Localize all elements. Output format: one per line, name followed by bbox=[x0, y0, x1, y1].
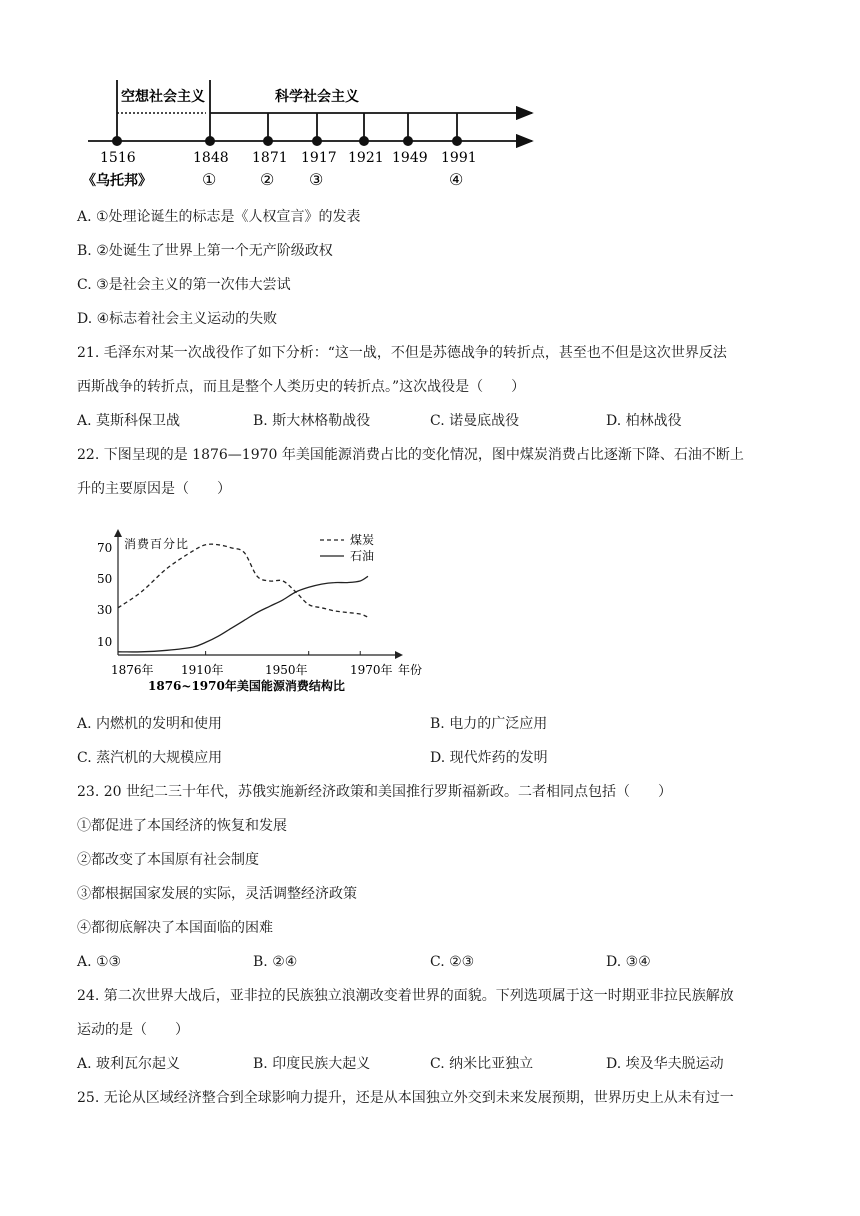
q22-option-b: B. 电力的广泛应用 bbox=[430, 716, 548, 732]
chart-xtick-1876: 1876年 bbox=[111, 663, 154, 677]
chart-title: 1876~1970年美国能源消费结构比 bbox=[148, 679, 345, 693]
year-1921: 1921 bbox=[348, 150, 384, 166]
chart-ytick-50: 50 bbox=[97, 572, 113, 586]
q20-option-c: C. ③是社会主义的第一次伟大尝试 bbox=[77, 277, 291, 293]
q23-stem: 23. 20 世纪二三十年代，苏俄实施新经济政策和美国推行罗斯福新政。二者相同点包括（ ） bbox=[77, 784, 672, 800]
series-line-oil bbox=[118, 576, 368, 652]
q20-option-a: A. ①处理论诞生的标志是《人权宣言》的发表 bbox=[77, 209, 361, 225]
q24-option-a: A. 玻利瓦尔起义 bbox=[77, 1056, 181, 1072]
q22-stem-line1: 22. 下图呈现的是 1876—1970 年美国能源消费占比的变化情况，图中煤炭消费占比逐渐下降、石油不断上 bbox=[77, 447, 744, 463]
energy-consumption-chart bbox=[0, 515, 860, 715]
label-utopian-socialism: 空想社会主义 bbox=[121, 89, 205, 105]
year-1949: 1949 bbox=[392, 150, 428, 166]
label-scientific-socialism: 科学社会主义 bbox=[275, 89, 359, 105]
chart-ytick-30: 30 bbox=[97, 603, 113, 617]
year-1516: 1516 bbox=[100, 150, 136, 166]
timeline-dot-1917 bbox=[312, 136, 322, 146]
q24-option-b: B. 印度民族大起义 bbox=[253, 1056, 371, 1072]
q22-stem-line2: 升的主要原因是（ ） bbox=[77, 481, 231, 497]
series-line-coal bbox=[118, 544, 368, 617]
chart-xlabel: 年份 bbox=[398, 663, 423, 677]
q23-statement-1: ①都促进了本国经济的恢复和发展 bbox=[77, 818, 287, 834]
socialism-timeline bbox=[0, 0, 860, 200]
q22-option-c: C. 蒸汽机的大规模应用 bbox=[77, 750, 223, 766]
timeline-dot-1949 bbox=[403, 136, 413, 146]
q23-option-a: A. ①③ bbox=[77, 954, 122, 970]
marker-2: ② bbox=[260, 170, 275, 189]
q23-option-d: D. ③④ bbox=[606, 954, 651, 970]
q24-option-d: D. 埃及华夫脱运动 bbox=[606, 1056, 724, 1072]
q23-option-b: B. ②④ bbox=[253, 954, 298, 970]
q21-option-a: A. 莫斯科保卫战 bbox=[77, 413, 181, 429]
q21-stem-line2: 西斯战争的转折点，而且是整个人类历史的转折点。”这次战役是（ ） bbox=[77, 379, 526, 395]
chart-xtick-1910: 1910年 bbox=[181, 663, 224, 677]
caption-utopia: 《乌托邦》 bbox=[82, 173, 152, 189]
marker-4: ④ bbox=[449, 170, 464, 189]
q21-option-c: C. 诺曼底战役 bbox=[430, 413, 520, 429]
q20-option-b: B. ②处诞生了世界上第一个无产阶级政权 bbox=[77, 243, 333, 259]
chart-xtick-1950: 1950年 bbox=[265, 663, 308, 677]
timeline-dot-1921 bbox=[359, 136, 369, 146]
q24-option-c: C. 纳米比亚独立 bbox=[430, 1056, 534, 1072]
q23-option-c: C. ②③ bbox=[430, 954, 475, 970]
q24-stem-line1: 24. 第二次世界大战后，亚非拉的民族独立浪潮改变着世界的面貌。下列选项属于这一时期亚非拉民族解放 bbox=[77, 988, 734, 1004]
timeline-dot-1516 bbox=[112, 136, 122, 146]
timeline-dot-1991 bbox=[452, 136, 462, 146]
q21-stem-line1: 21. 毛泽东对某一次战役作了如下分析：“这一战，不但是苏德战争的转折点，甚至也不但是这次世界反法 bbox=[77, 345, 727, 361]
q21-option-b: B. 斯大林格勒战役 bbox=[253, 413, 371, 429]
year-1991: 1991 bbox=[441, 150, 477, 166]
chart-ylabel: 消费百分比 bbox=[124, 537, 190, 551]
chart-ytick-10: 10 bbox=[97, 635, 113, 649]
year-1917: 1917 bbox=[301, 150, 337, 166]
year-1871: 1871 bbox=[252, 150, 288, 166]
timeline-dot-1848 bbox=[205, 136, 215, 146]
q23-statement-4: ④都彻底解决了本国面临的困难 bbox=[77, 920, 273, 936]
legend-oil-label: 石油 bbox=[350, 549, 375, 563]
q22-option-a: A. 内燃机的发明和使用 bbox=[77, 716, 223, 732]
q20-option-d: D. ④标志着社会主义运动的失败 bbox=[77, 311, 278, 327]
q22-option-d: D. 现代炸药的发明 bbox=[430, 750, 548, 766]
chart-ytick-70: 70 bbox=[97, 541, 113, 555]
q23-statement-2: ②都改变了本国原有社会制度 bbox=[77, 852, 259, 868]
timeline-dot-1871 bbox=[263, 136, 273, 146]
q24-stem-line2: 运动的是（ ） bbox=[77, 1022, 189, 1038]
chart-xtick-1970: 1970年 bbox=[350, 663, 393, 677]
legend-coal-label: 煤炭 bbox=[350, 533, 375, 547]
q21-option-d: D. 柏林战役 bbox=[606, 413, 682, 429]
q23-statement-3: ③都根据国家发展的实际，灵活调整经济政策 bbox=[77, 886, 357, 902]
marker-1: ① bbox=[202, 170, 217, 189]
q25-stem-line1: 25. 无论从区域经济整合到全球影响力提升，还是从本国独立外交到未来发展预期，世界历史上从未有过一 bbox=[77, 1090, 734, 1106]
year-1848: 1848 bbox=[193, 150, 229, 166]
marker-3: ③ bbox=[309, 170, 324, 189]
